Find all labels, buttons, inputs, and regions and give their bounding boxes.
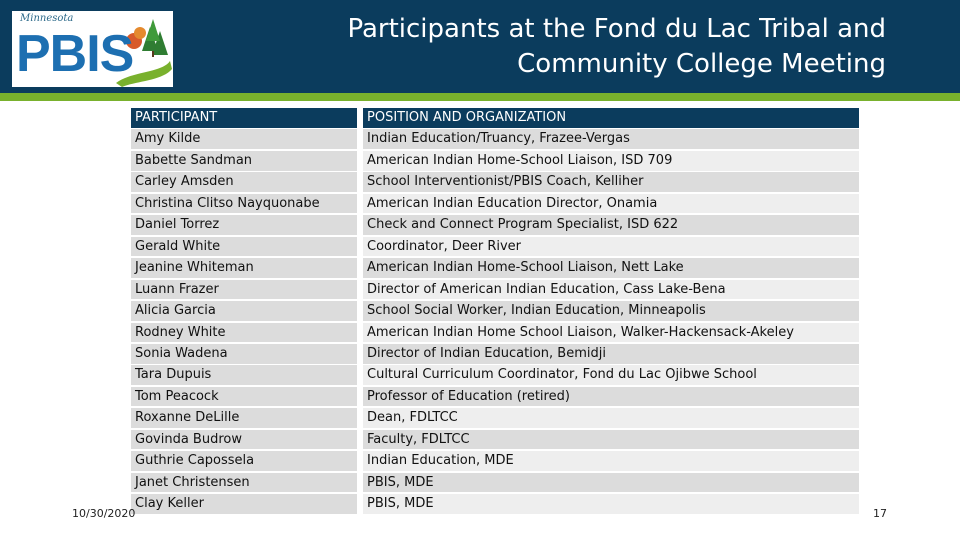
position-cell: PBIS, MDE [363,473,859,493]
participant-cell: Govinda Budrow [131,430,357,450]
position-cell: American Indian Home-School Liaison, Nett Lake [363,258,859,278]
participant-cell: Carley Amsden [131,172,357,192]
logo-wordmark: PBIS [16,25,134,83]
participant-cell: Sonia Wadena [131,344,357,364]
participant-cell: Tom Peacock [131,387,357,407]
participant-cell: Jeanine Whiteman [131,258,357,278]
position-cell: American Indian Home School Liaison, Walker-Hackensack-Akeley [363,323,859,343]
position-cell: Director of American Indian Education, Cass Lake-Bena [363,280,859,300]
participant-cell: Clay Keller [131,494,357,514]
participant-cell: Luann Frazer [131,280,357,300]
slide-title-line-1: Participants at the Fond du Lac Tribal and [347,14,886,44]
slide-title [330,12,886,82]
participant-column [131,108,357,516]
header-accent-rule [0,93,960,101]
slide-date: 10/30/2020 [72,507,136,520]
participant-cell: Janet Christensen [131,473,357,493]
position-cell: Indian Education/Truancy, Frazee-Vergas [363,129,859,149]
participant-cell: Babette Sandman [131,151,357,171]
slide-page-number: 17 [873,507,887,520]
slide-title-line-2: Community College Meeting [517,49,886,79]
participant-cell: Christina Clitso Nayquonabe [131,194,357,214]
position-cell: Indian Education, MDE [363,451,859,471]
position-cell: Check and Connect Program Specialist, ISD 622 [363,215,859,235]
participant-cell: Alicia Garcia [131,301,357,321]
participant-cell: Rodney White [131,323,357,343]
position-cell: PBIS, MDE [363,494,859,514]
position-cell: School Social Worker, Indian Education, Minneapolis [363,301,859,321]
participant-cell: Roxanne DeLille [131,408,357,428]
participant-header: PARTICIPANT [131,108,357,128]
position-cell: American Indian Home-School Liaison, ISD 709 [363,151,859,171]
position-cell: Dean, FDLTCC [363,408,859,428]
minnesota-pbis-logo [12,11,173,87]
participant-cell: Guthrie Capossela [131,451,357,471]
participant-cell: Amy Kilde [131,129,357,149]
position-cell: American Indian Education Director, Onamia [363,194,859,214]
position-cell: Cultural Curriculum Coordinator, Fond du Lac Ojibwe School [363,365,859,385]
position-cell: Faculty, FDLTCC [363,430,859,450]
position-cell: Professor of Education (retired) [363,387,859,407]
position-cell: Director of Indian Education, Bemidji [363,344,859,364]
logo-script-text: Minnesota [20,13,74,24]
position-column [363,108,859,516]
position-header: POSITION AND ORGANIZATION [363,108,859,128]
participant-cell: Gerald White [131,237,357,257]
participant-cell: Tara Dupuis [131,365,357,385]
participant-cell: Daniel Torrez [131,215,357,235]
position-cell: School Interventionist/PBIS Coach, Kelliher [363,172,859,192]
position-cell: Coordinator, Deer River [363,237,859,257]
